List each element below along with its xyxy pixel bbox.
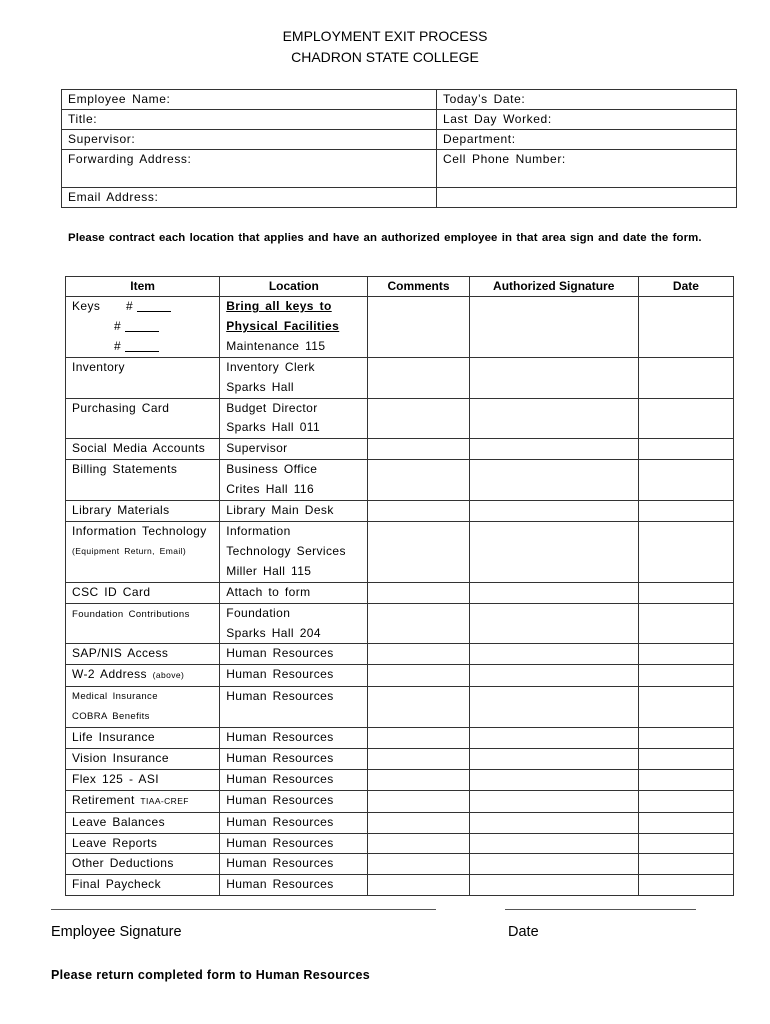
location-cell: Human Resources	[220, 854, 368, 875]
item-cell: Life Insurance	[66, 728, 220, 749]
table-row	[66, 728, 734, 749]
location-line: Budget Director	[226, 400, 318, 415]
col-location: Location	[220, 277, 368, 297]
location-line: Sparks Hall 011	[226, 420, 321, 435]
date-cell[interactable]	[638, 357, 733, 398]
item-cell: Flex 125 - ASI	[66, 769, 220, 790]
location-cell: Human Resources	[220, 790, 368, 812]
table-row	[66, 665, 734, 687]
signature-cell[interactable]	[469, 439, 638, 460]
item-cell: Other Deductions	[66, 854, 220, 875]
comments-cell[interactable]	[368, 728, 469, 749]
signature-cell[interactable]	[469, 812, 638, 833]
signature-cell[interactable]	[469, 833, 638, 854]
key-number-blank[interactable]	[125, 319, 159, 332]
location-line: Technology Services	[226, 543, 346, 558]
table-row	[66, 769, 734, 790]
table-row	[66, 854, 734, 875]
table-header-row	[66, 277, 734, 297]
table-row	[66, 439, 734, 460]
item-label: Foundation Contributions	[72, 608, 190, 620]
signature-cell[interactable]	[469, 398, 638, 439]
date-cell[interactable]	[638, 833, 733, 854]
signature-cell[interactable]	[469, 357, 638, 398]
table-row	[66, 644, 734, 665]
date-cell[interactable]	[638, 644, 733, 665]
comments-cell[interactable]	[368, 769, 469, 790]
email-field[interactable]: Email Address:	[62, 188, 437, 208]
employee-signature-label: Employee Signature	[51, 924, 182, 940]
item-cell	[66, 297, 220, 358]
signature-cell[interactable]	[469, 790, 638, 812]
item-cell	[66, 603, 220, 644]
comments-cell[interactable]	[368, 790, 469, 812]
signature-cell[interactable]	[469, 728, 638, 749]
date-cell[interactable]	[638, 460, 733, 501]
item-sublabel: (Equipment Return, Email)	[72, 545, 187, 556]
date-cell[interactable]	[638, 439, 733, 460]
employee-signature-line[interactable]	[51, 909, 436, 910]
comments-cell[interactable]	[368, 501, 469, 522]
comments-cell[interactable]	[368, 875, 469, 896]
location-cell: Human Resources	[220, 875, 368, 896]
comments-cell[interactable]	[368, 521, 469, 582]
date-cell[interactable]	[638, 582, 733, 603]
empty-cell[interactable]	[437, 188, 737, 208]
table-row	[66, 501, 734, 522]
signature-cell[interactable]	[469, 501, 638, 522]
employee-info-table	[61, 89, 737, 208]
location-cell: Human Resources	[220, 687, 368, 728]
item-cell	[66, 665, 220, 687]
signature-cell[interactable]	[469, 875, 638, 896]
supervisor-field[interactable]: Supervisor:	[62, 130, 437, 150]
location-line: Foundation	[226, 605, 291, 620]
signature-cell[interactable]	[469, 460, 638, 501]
key-number-label: #	[114, 318, 122, 333]
col-signature: Authorized Signature	[469, 277, 638, 297]
table-row	[66, 357, 734, 398]
table-row	[66, 460, 734, 501]
location-cell: Human Resources	[220, 644, 368, 665]
table-row	[66, 748, 734, 769]
date-label: Date	[508, 924, 539, 940]
location-line: Information	[226, 523, 291, 538]
date-cell[interactable]	[638, 728, 733, 749]
item-cell: Final Paycheck	[66, 875, 220, 896]
location-cell	[220, 398, 368, 439]
location-cell: Human Resources	[220, 812, 368, 833]
location-cell: Human Resources	[220, 728, 368, 749]
location-line: Miller Hall 115	[226, 563, 312, 578]
table-row	[66, 790, 734, 812]
location-line: Inventory Clerk	[226, 359, 315, 374]
location-line: Maintenance 115	[226, 338, 326, 353]
date-cell[interactable]	[638, 501, 733, 522]
comments-cell[interactable]	[368, 398, 469, 439]
date-cell[interactable]	[638, 748, 733, 769]
signature-cell[interactable]	[469, 769, 638, 790]
date-cell[interactable]	[638, 398, 733, 439]
col-item: Item	[66, 277, 220, 297]
table-row	[66, 833, 734, 854]
location-line: Crites Hall 116	[226, 482, 315, 497]
location-line: Sparks Hall	[226, 379, 294, 394]
location-cell: Attach to form	[220, 582, 368, 603]
comments-cell[interactable]	[368, 665, 469, 687]
key-number-blank[interactable]	[125, 339, 159, 352]
signature-cell[interactable]	[469, 687, 638, 728]
department-field[interactable]: Department:	[437, 130, 737, 150]
location-line: Physical Facilities	[226, 318, 340, 333]
item-label: Medical Insurance	[72, 691, 158, 703]
location-cell	[220, 521, 368, 582]
item-sublabel: TIAA-CREF	[140, 795, 189, 806]
table-row	[66, 398, 734, 439]
item-label: W-2 Address	[72, 667, 147, 682]
item-cell: SAP/NIS Access	[66, 644, 220, 665]
item-cell	[66, 790, 220, 812]
signature-cell[interactable]	[469, 603, 638, 644]
date-cell[interactable]	[638, 603, 733, 644]
table-row	[66, 875, 734, 896]
table-row	[66, 521, 734, 582]
item-cell: CSC ID Card	[66, 582, 220, 603]
table-row	[66, 687, 734, 728]
return-instructions: Please return completed form to Human Resources	[51, 968, 371, 982]
title-field[interactable]: Title:	[62, 110, 437, 130]
location-line: Bring all keys to	[226, 299, 332, 313]
location-cell: Library Main Desk	[220, 501, 368, 522]
location-cell	[220, 603, 368, 644]
item-label: Keys	[72, 299, 101, 313]
date-cell[interactable]	[638, 812, 733, 833]
date-cell[interactable]	[638, 790, 733, 812]
key-number-blank[interactable]	[137, 299, 171, 312]
clearance-table	[65, 276, 734, 896]
item-cell	[66, 521, 220, 582]
location-cell	[220, 297, 368, 358]
comments-cell[interactable]	[368, 748, 469, 769]
col-date: Date	[638, 277, 733, 297]
item-label: COBRA Benefits	[72, 711, 150, 723]
table-row	[66, 297, 734, 358]
comments-cell[interactable]	[368, 687, 469, 728]
college-name: CHADRON STATE COLLEGE	[291, 49, 479, 65]
location-cell: Human Resources	[220, 833, 368, 854]
signature-cell[interactable]	[469, 521, 638, 582]
date-cell[interactable]	[638, 769, 733, 790]
location-cell: Human Resources	[220, 748, 368, 769]
col-comments: Comments	[368, 277, 469, 297]
comments-cell[interactable]	[368, 644, 469, 665]
item-cell: Vision Insurance	[66, 748, 220, 769]
signature-cell[interactable]	[469, 854, 638, 875]
comments-cell[interactable]	[368, 854, 469, 875]
date-signature-line[interactable]	[505, 909, 696, 910]
location-line: Sparks Hall 204	[226, 625, 321, 640]
signature-cell[interactable]	[469, 297, 638, 358]
employee-name-field[interactable]: Employee Name:	[62, 90, 437, 110]
item-cell: Billing Statements	[66, 460, 220, 501]
item-cell: Purchasing Card	[66, 398, 220, 439]
cell-phone-field[interactable]: Cell Phone Number:	[437, 150, 737, 188]
date-cell[interactable]	[638, 687, 733, 728]
table-row	[66, 812, 734, 833]
date-cell[interactable]	[638, 521, 733, 582]
item-label: Information Technology	[72, 523, 207, 538]
signature-cell[interactable]	[469, 582, 638, 603]
item-cell	[66, 687, 220, 728]
comments-cell[interactable]	[368, 460, 469, 501]
forwarding-address-field[interactable]: Forwarding Address:	[62, 150, 437, 188]
todays-date-field[interactable]: Today’s Date:	[437, 90, 737, 110]
comments-cell[interactable]	[368, 357, 469, 398]
comments-cell[interactable]	[368, 603, 469, 644]
date-cell[interactable]	[638, 665, 733, 687]
date-cell[interactable]	[638, 875, 733, 896]
signature-cell[interactable]	[469, 665, 638, 687]
comments-cell[interactable]	[368, 582, 469, 603]
item-label: Retirement	[72, 792, 135, 807]
location-cell	[220, 357, 368, 398]
key-number-label: #	[126, 299, 134, 313]
comments-cell[interactable]	[368, 812, 469, 833]
location-cell	[220, 460, 368, 501]
table-row	[66, 582, 734, 603]
comments-cell[interactable]	[368, 833, 469, 854]
location-cell: Human Resources	[220, 665, 368, 687]
comments-cell[interactable]	[368, 439, 469, 460]
signature-cell[interactable]	[469, 748, 638, 769]
signature-cell[interactable]	[469, 644, 638, 665]
form-title: EMPLOYMENT EXIT PROCESS	[282, 28, 488, 44]
location-cell: Supervisor	[220, 439, 368, 460]
item-cell: Library Materials	[66, 501, 220, 522]
location-cell: Human Resources	[220, 769, 368, 790]
item-cell: Social Media Accounts	[66, 439, 220, 460]
table-row	[66, 603, 734, 644]
last-day-field[interactable]: Last Day Worked:	[437, 110, 737, 130]
item-cell: Leave Balances	[66, 812, 220, 833]
item-cell: Inventory	[66, 357, 220, 398]
date-cell[interactable]	[638, 854, 733, 875]
key-number-label: #	[114, 338, 122, 353]
date-cell[interactable]	[638, 297, 733, 358]
item-cell: Leave Reports	[66, 833, 220, 854]
instructions: Please contract each location that applies and have an authorized employee in that area sign and date the form.	[68, 232, 702, 244]
item-sublabel: (above)	[152, 670, 185, 681]
comments-cell[interactable]	[368, 297, 469, 358]
location-line: Business Office	[226, 462, 318, 477]
